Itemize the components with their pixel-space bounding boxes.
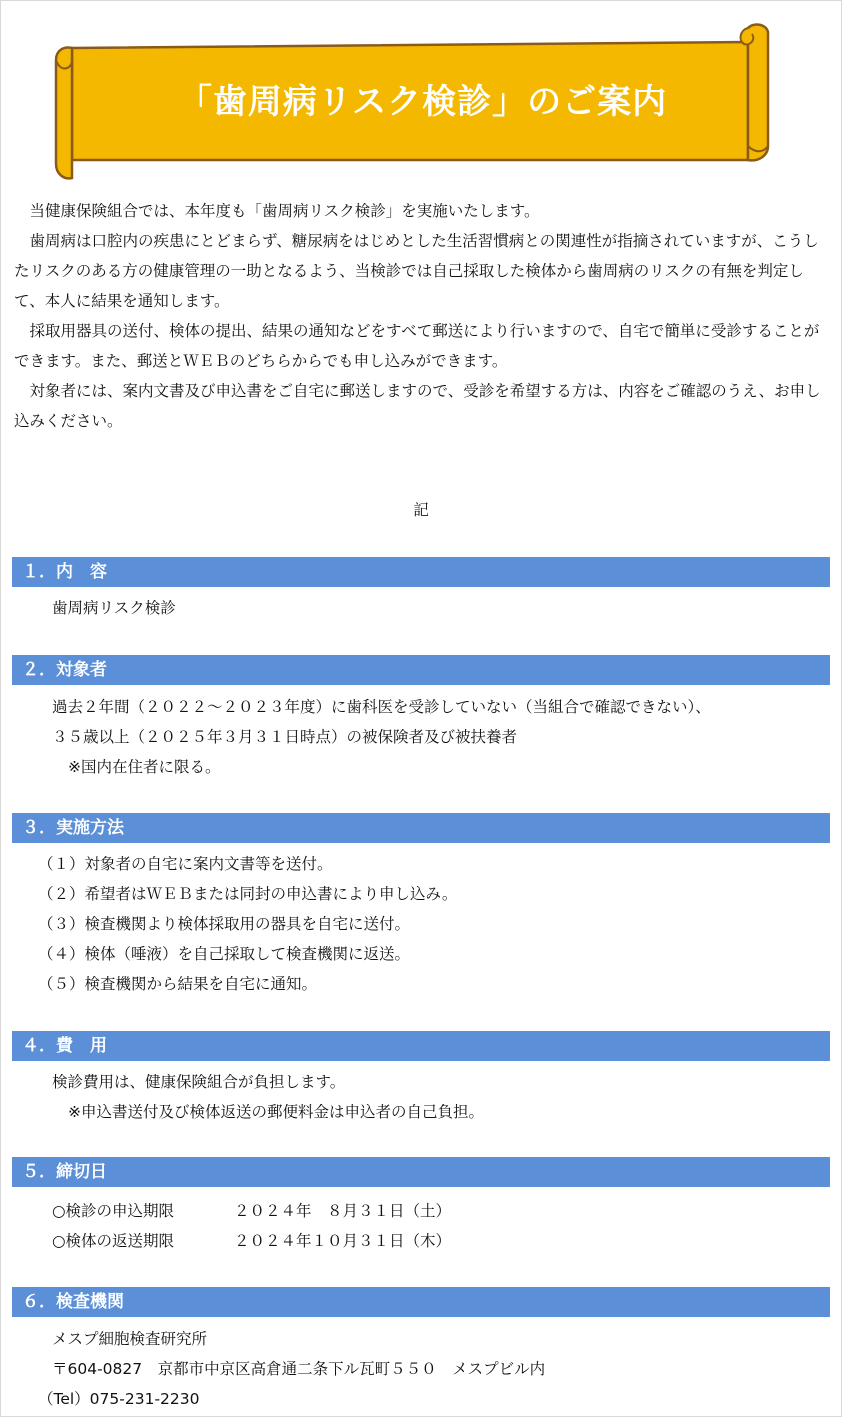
page-title: 「歯周病リスク検診」のご案内 bbox=[177, 82, 668, 122]
content-line: 歯周病リスク検診 bbox=[52, 599, 176, 617]
lab-phone: （Tel）075-231-2230 bbox=[38, 1390, 200, 1408]
method-step: （２）希望者はＷＥＢまたは同封の申込書により申し込み。 bbox=[38, 885, 458, 903]
title-banner bbox=[50, 20, 775, 185]
section-body-lab bbox=[38, 1324, 832, 1414]
method-step: （３）検査機関より検体採取用の器具を自宅に送付。 bbox=[38, 915, 411, 933]
section-header-deadline: ５．締切日 bbox=[12, 1157, 830, 1187]
deadline-date: ２０２４年 ８月３１日（土） bbox=[234, 1202, 452, 1220]
intro-paragraph: 歯周病は口腔内の疾患にとどまらず、糖尿病をはじめとした生活習慣病との関連性が指摘されていますが、こうしたリスクのある方の健康管理の一助となるよう、当検診では自己採取した検体から歯周病のリスクの有無を判定して、本人に結果を通知します。 bbox=[14, 232, 819, 310]
section-header-lab: ６．検査機関 bbox=[12, 1287, 830, 1317]
section-body-deadline bbox=[52, 1196, 832, 1256]
lab-name: メスプ細胞検査研究所 bbox=[52, 1330, 208, 1348]
method-step: （４）検体（唾液）を自己採取して検査機関に返送。 bbox=[38, 945, 411, 963]
section-header-cost: ４．費 用 bbox=[12, 1031, 830, 1061]
intro-paragraph: 当健康保険組合では、本年度も「歯周病リスク検診」を実施いたします。 bbox=[29, 202, 540, 220]
section-body-method bbox=[38, 849, 832, 999]
eligibility-line: 過去２年間（２０２２～２０２３年度）に歯科医を受診していない（当組合で確認できない）、 bbox=[52, 698, 711, 716]
cost-note: ※申込書送付及び検体返送の郵便料金は申込者の自己負担。 bbox=[68, 1103, 484, 1121]
section-body-content bbox=[52, 593, 832, 623]
intro-text bbox=[14, 196, 830, 436]
eligibility-line: ３５歳以上（２０２５年３月３１日時点）の被保険者及び被扶養者 bbox=[52, 728, 518, 746]
deadline-row bbox=[52, 1196, 832, 1226]
intro-paragraph: 対象者には、案内文書及び申込書をご自宅に郵送しますので、受診を希望する方は、内容をご確認のうえ、お申し込みください。 bbox=[14, 382, 821, 430]
ki-heading: 記 bbox=[413, 501, 429, 519]
section-header-eligibility: ２．対象者 bbox=[12, 655, 830, 685]
section-header-content: １．内 容 bbox=[12, 557, 830, 587]
deadline-label: ○検体の返送期限 bbox=[52, 1232, 175, 1250]
deadline-row bbox=[52, 1226, 832, 1256]
deadline-label: ○検診の申込期限 bbox=[52, 1202, 175, 1220]
deadline-date: ２０２４年１０月３１日（木） bbox=[234, 1232, 452, 1250]
lab-address: 〒604-0827 京都市中京区高倉通二条下ル瓦町５５０ メスプビル内 bbox=[52, 1360, 546, 1378]
section-header-method: ３．実施方法 bbox=[12, 813, 830, 843]
method-step: （１）対象者の自宅に案内文書等を送付。 bbox=[38, 855, 333, 873]
method-step: （５）検査機関から結果を自宅に通知。 bbox=[38, 975, 318, 993]
eligibility-note: ※国内在住者に限る。 bbox=[68, 758, 221, 776]
intro-paragraph: 採取用器具の送付、検体の提出、結果の通知などをすべて郵送により行いますので、自宅で簡単に受診することができます。また、郵送とＷＥＢのどちらからでも申し込みができます。 bbox=[14, 322, 820, 370]
section-body-cost bbox=[52, 1067, 832, 1127]
cost-line: 検診費用は、健康保険組合が負担します。 bbox=[52, 1073, 346, 1091]
section-body-eligibility bbox=[52, 692, 832, 782]
